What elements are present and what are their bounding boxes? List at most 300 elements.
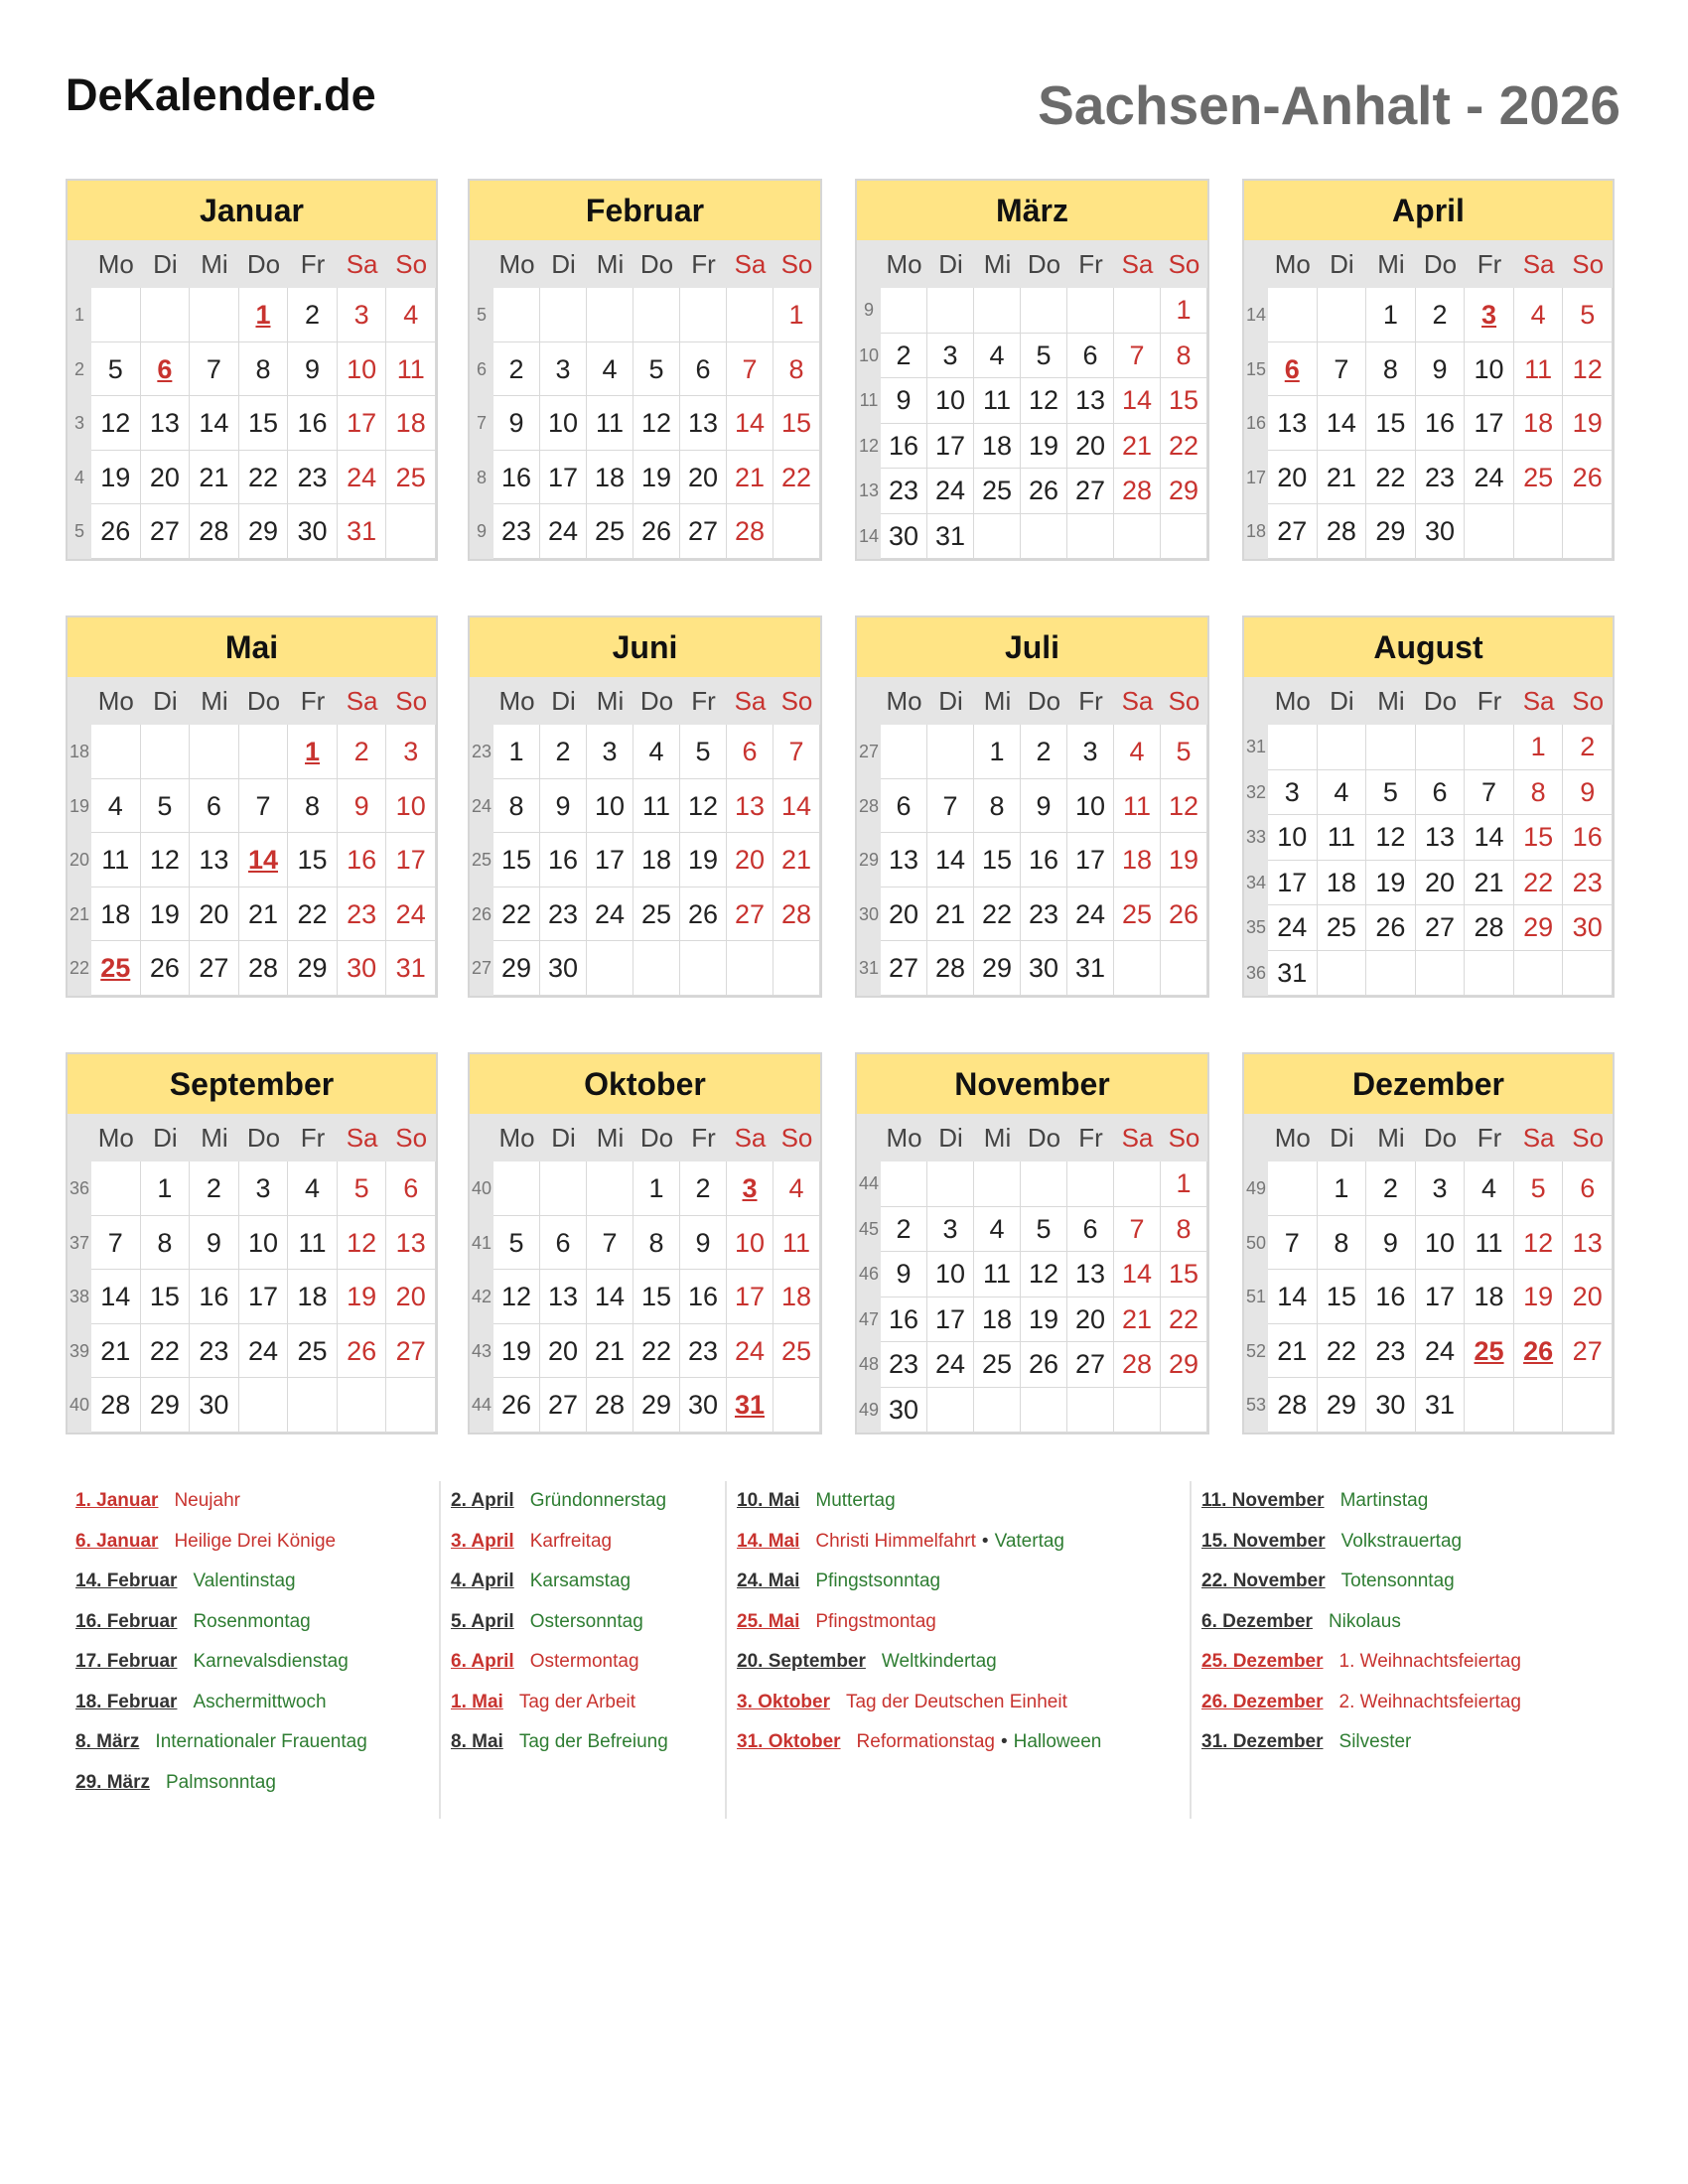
day-cell: 30 bbox=[540, 941, 587, 996]
week-number: 1 bbox=[73, 305, 84, 325]
day-cell: 19 bbox=[680, 833, 727, 887]
day-cell: 24 bbox=[727, 1324, 774, 1379]
day-cell: 13 bbox=[190, 833, 239, 887]
day-cell: 30 bbox=[1416, 504, 1466, 559]
day-cell: 12 bbox=[338, 1216, 387, 1271]
week-number: 3 bbox=[73, 413, 84, 434]
day-cell: 23 bbox=[1366, 1324, 1416, 1379]
legend-date: 29. März bbox=[75, 1771, 150, 1793]
legend-date: 1. Januar bbox=[75, 1490, 159, 1511]
week-number: 6 bbox=[476, 358, 487, 379]
day-cell: 1 bbox=[288, 725, 338, 779]
empty-day-cell bbox=[727, 941, 774, 996]
week-number: 28 bbox=[858, 795, 880, 816]
legend-date: 6. Januar bbox=[75, 1530, 159, 1552]
day-cell: 12 bbox=[141, 833, 191, 887]
day-cell: 4 bbox=[386, 288, 436, 342]
day-cell: 16 bbox=[881, 424, 927, 470]
legend-date: 22. November bbox=[1201, 1570, 1326, 1591]
empty-day-cell bbox=[974, 288, 1021, 334]
week-number: 4 bbox=[73, 467, 84, 487]
weekday-label: Mo bbox=[1274, 686, 1311, 716]
empty-day-cell bbox=[493, 288, 540, 342]
day-cell: 25 bbox=[1318, 905, 1367, 951]
day-cell: 10 bbox=[386, 779, 436, 834]
legend-date: 24. Mai bbox=[737, 1570, 800, 1591]
day-cell: 19 bbox=[633, 451, 680, 505]
day-cell: 11 bbox=[587, 396, 633, 451]
day-cell: 7 bbox=[927, 779, 974, 834]
month-title: Juni bbox=[470, 617, 820, 677]
legend-item bbox=[66, 1642, 439, 1683]
day-cell: 4 bbox=[1514, 288, 1564, 342]
weekday-label: Mo bbox=[886, 249, 922, 279]
week-number: 23 bbox=[471, 742, 492, 761]
weekday-label: Mo bbox=[498, 249, 535, 279]
day-cell: 18 bbox=[974, 1297, 1021, 1343]
legend-date: 15. November bbox=[1201, 1530, 1326, 1552]
weekday-label: Fr bbox=[1078, 1123, 1103, 1153]
day-cell: 7 bbox=[1114, 334, 1161, 379]
day-cell: 20 bbox=[1067, 1297, 1114, 1343]
day-cell: 18 bbox=[288, 1270, 338, 1324]
month-juni bbox=[468, 615, 822, 998]
weekday-label: Sa bbox=[1522, 1123, 1555, 1153]
day-cell: 9 bbox=[540, 779, 587, 834]
day-cell: 25 bbox=[386, 451, 436, 505]
weekday-label: Do bbox=[639, 249, 674, 279]
weekday-label: Mi bbox=[596, 1123, 625, 1153]
legend-holiday-name: Karsamstag bbox=[529, 1570, 632, 1591]
day-cell: 3 bbox=[1465, 288, 1514, 342]
day-cell: 12 bbox=[1021, 1252, 1067, 1297]
day-cell: 8 bbox=[974, 779, 1021, 834]
weekday-label: Sa bbox=[1121, 686, 1154, 716]
day-cell: 21 bbox=[1114, 424, 1161, 470]
month-mai bbox=[66, 615, 438, 998]
day-cell: 24 bbox=[1416, 1324, 1466, 1379]
day-cell: 29 bbox=[1366, 504, 1416, 559]
month-april bbox=[1242, 179, 1615, 561]
day-cell: 29 bbox=[493, 941, 540, 996]
day-cell: 28 bbox=[239, 941, 289, 996]
day-cell: 13 bbox=[540, 1270, 587, 1324]
empty-day-cell bbox=[1318, 725, 1367, 770]
weekday-label: Do bbox=[246, 1123, 281, 1153]
weekday-label: Do bbox=[1027, 1123, 1061, 1153]
day-cell: 5 bbox=[1021, 334, 1067, 379]
day-cell: 21 bbox=[1318, 451, 1367, 505]
week-number: 2 bbox=[73, 358, 84, 379]
day-cell: 29 bbox=[1161, 1342, 1207, 1388]
day-cell: 1 bbox=[1318, 1161, 1367, 1216]
day-cell: 5 bbox=[1161, 725, 1207, 779]
legend-date: 17. Februar bbox=[75, 1651, 178, 1672]
empty-day-cell bbox=[288, 1378, 338, 1433]
legend-holiday-name: 2. Weihnachtsfeiertag bbox=[1338, 1691, 1521, 1712]
day-cell: 4 bbox=[91, 779, 141, 834]
day-cell: 19 bbox=[1563, 396, 1613, 451]
legend-item bbox=[1192, 1642, 1622, 1683]
week-number: 41 bbox=[471, 1232, 492, 1253]
day-cell: 19 bbox=[1366, 861, 1416, 906]
day-cell: 31 bbox=[727, 1378, 774, 1433]
day-cell: 18 bbox=[1514, 396, 1564, 451]
day-cell: 12 bbox=[680, 779, 727, 834]
day-cell: 9 bbox=[190, 1216, 239, 1271]
weekday-label: Di bbox=[938, 1123, 963, 1153]
day-cell: 21 bbox=[239, 887, 289, 942]
day-cell: 27 bbox=[881, 941, 927, 996]
day-cell: 23 bbox=[680, 1324, 727, 1379]
day-cell: 6 bbox=[1268, 342, 1318, 397]
legend-date: 4. April bbox=[451, 1570, 514, 1591]
day-cell: 13 bbox=[680, 396, 727, 451]
week-number: 44 bbox=[858, 1173, 880, 1193]
day-cell: 17 bbox=[1268, 861, 1318, 906]
week-number: 21 bbox=[69, 903, 90, 924]
day-cell: 25 bbox=[1465, 1324, 1514, 1379]
day-cell: 7 bbox=[774, 725, 820, 779]
day-cell: 15 bbox=[239, 396, 289, 451]
week-number: 16 bbox=[1245, 413, 1267, 434]
day-cell: 3 bbox=[1268, 770, 1318, 816]
day-cell: 13 bbox=[1416, 815, 1466, 861]
day-cell: 27 bbox=[1067, 469, 1114, 514]
empty-day-cell bbox=[91, 288, 141, 342]
empty-day-cell bbox=[1114, 1161, 1161, 1207]
weekday-label: Di bbox=[1330, 686, 1354, 716]
weekday-label: Fr bbox=[300, 1123, 326, 1153]
day-cell: 24 bbox=[1067, 887, 1114, 942]
day-cell: 17 bbox=[927, 1297, 974, 1343]
day-cell: 9 bbox=[680, 1216, 727, 1271]
weekday-label: Mo bbox=[97, 249, 134, 279]
weekday-label: Do bbox=[1027, 686, 1061, 716]
day-cell: 24 bbox=[1465, 451, 1514, 505]
day-cell: 16 bbox=[493, 451, 540, 505]
month-title: August bbox=[1244, 617, 1613, 677]
empty-day-cell bbox=[774, 1378, 820, 1433]
legend-date: 6. April bbox=[451, 1651, 514, 1672]
day-cell: 21 bbox=[927, 887, 974, 942]
weekday-label: Do bbox=[246, 686, 281, 716]
day-cell: 29 bbox=[141, 1378, 191, 1433]
day-cell: 19 bbox=[141, 887, 191, 942]
day-cell: 1 bbox=[1514, 725, 1564, 770]
empty-day-cell bbox=[727, 288, 774, 342]
week-number: 27 bbox=[858, 742, 880, 761]
legend-holiday-name: Aschermittwoch bbox=[193, 1691, 327, 1712]
empty-day-cell bbox=[1465, 504, 1514, 559]
day-cell: 12 bbox=[1161, 779, 1207, 834]
day-cell: 21 bbox=[1114, 1297, 1161, 1343]
day-cell: 26 bbox=[1563, 451, 1613, 505]
legend-holiday-name: Totensonntag bbox=[1340, 1570, 1455, 1591]
day-cell: 14 bbox=[1268, 1270, 1318, 1324]
day-cell: 10 bbox=[1416, 1216, 1466, 1271]
month-januar bbox=[66, 179, 438, 561]
day-cell: 2 bbox=[338, 725, 387, 779]
legend-holiday-name: Tag der Befreiung bbox=[518, 1731, 668, 1752]
day-cell: 9 bbox=[1021, 779, 1067, 834]
day-cell: 26 bbox=[493, 1378, 540, 1433]
day-cell: 15 bbox=[493, 833, 540, 887]
legend-column bbox=[66, 1481, 439, 1819]
weekday-label: So bbox=[780, 1123, 813, 1153]
week-number: 18 bbox=[1245, 521, 1267, 542]
weekday-label: Do bbox=[246, 249, 281, 279]
day-cell: 13 bbox=[1268, 396, 1318, 451]
legend-item bbox=[1192, 1562, 1622, 1602]
day-cell: 17 bbox=[1465, 396, 1514, 451]
page-title: Sachsen-Anhalt - 2026 bbox=[1038, 74, 1620, 136]
empty-day-cell bbox=[1161, 941, 1207, 996]
week-number: 31 bbox=[1245, 737, 1267, 756]
brand-logo-text: DeKalender.de bbox=[66, 69, 376, 120]
day-cell: 26 bbox=[1366, 905, 1416, 951]
day-cell: 30 bbox=[338, 941, 387, 996]
day-cell: 10 bbox=[540, 396, 587, 451]
week-number: 36 bbox=[69, 1178, 90, 1198]
weekday-label: Fr bbox=[691, 686, 716, 716]
day-cell: 14 bbox=[1114, 1252, 1161, 1297]
week-number: 18 bbox=[69, 742, 90, 761]
day-cell: 2 bbox=[1021, 725, 1067, 779]
day-cell: 14 bbox=[239, 833, 289, 887]
day-cell: 19 bbox=[493, 1324, 540, 1379]
holiday-legend bbox=[66, 1481, 1622, 1819]
day-cell: 9 bbox=[493, 396, 540, 451]
day-cell: 16 bbox=[190, 1270, 239, 1324]
empty-day-cell bbox=[974, 1161, 1021, 1207]
day-cell: 16 bbox=[338, 833, 387, 887]
legend-column bbox=[725, 1481, 1190, 1819]
day-cell: 20 bbox=[727, 833, 774, 887]
day-cell: 4 bbox=[587, 342, 633, 397]
legend-date: 6. Dezember bbox=[1201, 1610, 1313, 1632]
weekday-label: Sa bbox=[1522, 686, 1555, 716]
empty-day-cell bbox=[1563, 504, 1613, 559]
empty-day-cell bbox=[1318, 288, 1367, 342]
week-number: 26 bbox=[471, 903, 492, 924]
empty-day-cell bbox=[141, 725, 191, 779]
week-number: 40 bbox=[471, 1178, 492, 1198]
day-cell: 11 bbox=[974, 378, 1021, 424]
weekday-label: Di bbox=[551, 1123, 576, 1153]
day-cell: 11 bbox=[974, 1252, 1021, 1297]
day-cell: 8 bbox=[1161, 334, 1207, 379]
day-cell: 19 bbox=[91, 451, 141, 505]
week-number: 39 bbox=[69, 1340, 90, 1361]
day-cell: 10 bbox=[1067, 779, 1114, 834]
day-cell: 5 bbox=[1514, 1161, 1564, 1216]
day-cell: 23 bbox=[338, 887, 387, 942]
weekday-label: Di bbox=[153, 1123, 178, 1153]
day-cell: 14 bbox=[91, 1270, 141, 1324]
day-cell: 8 bbox=[288, 779, 338, 834]
weekday-label: Mi bbox=[983, 1123, 1012, 1153]
empty-day-cell bbox=[881, 1161, 927, 1207]
week-number: 50 bbox=[1245, 1232, 1267, 1253]
day-cell: 3 bbox=[540, 342, 587, 397]
legend-date: 3. April bbox=[451, 1530, 514, 1552]
day-cell: 20 bbox=[680, 451, 727, 505]
day-cell: 1 bbox=[493, 725, 540, 779]
day-cell: 28 bbox=[587, 1378, 633, 1433]
legend-item bbox=[727, 1722, 1190, 1763]
legend-item bbox=[66, 1562, 439, 1602]
week-number: 46 bbox=[858, 1264, 880, 1284]
day-cell: 15 bbox=[1161, 1252, 1207, 1297]
day-cell: 25 bbox=[587, 504, 633, 559]
day-cell: 7 bbox=[1114, 1207, 1161, 1253]
week-number: 53 bbox=[1245, 1395, 1267, 1416]
empty-day-cell bbox=[1563, 1378, 1613, 1433]
day-cell: 25 bbox=[774, 1324, 820, 1379]
day-cell: 29 bbox=[288, 941, 338, 996]
day-cell: 18 bbox=[1465, 1270, 1514, 1324]
day-cell: 29 bbox=[974, 941, 1021, 996]
day-cell: 16 bbox=[680, 1270, 727, 1324]
weekday-label: So bbox=[1572, 686, 1605, 716]
day-cell: 11 bbox=[288, 1216, 338, 1271]
legend-item bbox=[441, 1602, 725, 1643]
day-cell: 12 bbox=[1366, 815, 1416, 861]
day-cell: 13 bbox=[141, 396, 191, 451]
day-cell: 9 bbox=[288, 342, 338, 397]
day-cell: 30 bbox=[1366, 1378, 1416, 1433]
empty-day-cell bbox=[540, 288, 587, 342]
weekday-label: Mo bbox=[498, 1123, 535, 1153]
legend-holiday-name: Karfreitag bbox=[529, 1530, 613, 1552]
day-cell: 24 bbox=[587, 887, 633, 942]
day-cell: 3 bbox=[386, 725, 436, 779]
week-number: 5 bbox=[73, 521, 84, 542]
day-cell: 23 bbox=[540, 887, 587, 942]
day-cell: 15 bbox=[1161, 378, 1207, 424]
day-cell: 9 bbox=[1416, 342, 1466, 397]
day-cell: 21 bbox=[727, 451, 774, 505]
weekday-label: Fr bbox=[1477, 686, 1502, 716]
day-cell: 28 bbox=[927, 941, 974, 996]
day-cell: 15 bbox=[141, 1270, 191, 1324]
weekday-label: Fr bbox=[1078, 249, 1103, 279]
empty-day-cell bbox=[927, 1388, 974, 1433]
weekday-label: Mi bbox=[983, 249, 1012, 279]
month-oktober bbox=[468, 1052, 822, 1434]
legend-holiday-name: Christi Himmelfahrt bbox=[815, 1530, 976, 1552]
day-cell: 6 bbox=[1563, 1161, 1613, 1216]
week-number: 34 bbox=[1245, 872, 1267, 892]
day-cell: 18 bbox=[386, 396, 436, 451]
day-cell: 6 bbox=[1067, 334, 1114, 379]
day-cell: 14 bbox=[1318, 396, 1367, 451]
day-cell: 5 bbox=[1366, 770, 1416, 816]
day-cell: 11 bbox=[1465, 1216, 1514, 1271]
empty-day-cell bbox=[1514, 951, 1564, 997]
legend-holiday-name: Ostermontag bbox=[529, 1651, 639, 1672]
legend-item bbox=[727, 1683, 1190, 1723]
day-cell: 21 bbox=[1268, 1324, 1318, 1379]
week-number: 49 bbox=[858, 1399, 880, 1420]
day-cell: 22 bbox=[774, 451, 820, 505]
day-cell: 28 bbox=[1318, 504, 1367, 559]
week-number: 7 bbox=[476, 413, 487, 434]
week-number: 15 bbox=[1245, 358, 1267, 379]
legend-item bbox=[1192, 1522, 1622, 1563]
month-title: Mai bbox=[68, 617, 436, 677]
empty-day-cell bbox=[1114, 288, 1161, 334]
weekday-label: Fr bbox=[300, 249, 326, 279]
day-cell: 1 bbox=[1161, 288, 1207, 334]
empty-day-cell bbox=[587, 1161, 633, 1216]
month-title: September bbox=[68, 1054, 436, 1114]
day-cell: 6 bbox=[1416, 770, 1466, 816]
day-cell: 1 bbox=[1366, 288, 1416, 342]
empty-day-cell bbox=[493, 1161, 540, 1216]
day-cell: 19 bbox=[1514, 1270, 1564, 1324]
day-cell: 22 bbox=[1366, 451, 1416, 505]
day-cell: 10 bbox=[1465, 342, 1514, 397]
legend-date: 2. April bbox=[451, 1490, 514, 1511]
day-cell: 15 bbox=[1514, 815, 1564, 861]
legend-holiday-name: Internationaler Frauentag bbox=[155, 1731, 367, 1752]
day-cell: 6 bbox=[540, 1216, 587, 1271]
legend-holiday-name: Volkstrauertag bbox=[1340, 1530, 1463, 1552]
day-cell: 22 bbox=[239, 451, 289, 505]
empty-day-cell bbox=[633, 288, 680, 342]
weekday-label: Sa bbox=[1522, 249, 1555, 279]
week-number: 29 bbox=[858, 850, 880, 871]
legend-date: 10. Mai bbox=[737, 1490, 800, 1511]
day-cell: 20 bbox=[881, 887, 927, 942]
legend-holiday-name: Ostersonntag bbox=[529, 1610, 643, 1632]
weekday-label: Fr bbox=[1078, 686, 1103, 716]
legend-holiday-name: Karnevalsdienstag bbox=[193, 1651, 349, 1672]
day-cell: 24 bbox=[239, 1324, 289, 1379]
week-number: 47 bbox=[858, 1308, 880, 1329]
day-cell: 3 bbox=[927, 1207, 974, 1253]
week-number: 5 bbox=[476, 305, 487, 325]
day-cell: 15 bbox=[974, 833, 1021, 887]
day-cell: 31 bbox=[386, 941, 436, 996]
day-cell: 4 bbox=[1465, 1161, 1514, 1216]
empty-day-cell bbox=[239, 725, 289, 779]
day-cell: 9 bbox=[881, 378, 927, 424]
month-title: Dezember bbox=[1244, 1054, 1613, 1114]
day-cell: 21 bbox=[1465, 861, 1514, 906]
week-number: 9 bbox=[476, 521, 487, 542]
day-cell: 18 bbox=[1114, 833, 1161, 887]
day-cell: 5 bbox=[633, 342, 680, 397]
day-cell: 1 bbox=[974, 725, 1021, 779]
empty-day-cell bbox=[1366, 951, 1416, 997]
legend-holiday-name: Muttertag bbox=[815, 1490, 896, 1511]
day-cell: 7 bbox=[1268, 1216, 1318, 1271]
day-cell: 13 bbox=[1563, 1216, 1613, 1271]
day-cell: 26 bbox=[633, 504, 680, 559]
week-number: 36 bbox=[1245, 962, 1267, 983]
weekday-label: Mo bbox=[1274, 1123, 1311, 1153]
bullet-separator: • bbox=[981, 1530, 989, 1552]
weekday-label: Di bbox=[1330, 249, 1354, 279]
week-number: 43 bbox=[471, 1340, 492, 1361]
legend-holiday-name: Pfingstmontag bbox=[815, 1610, 936, 1632]
day-cell: 5 bbox=[338, 1161, 387, 1216]
day-cell: 9 bbox=[1563, 770, 1613, 816]
week-number: 9 bbox=[863, 300, 874, 320]
